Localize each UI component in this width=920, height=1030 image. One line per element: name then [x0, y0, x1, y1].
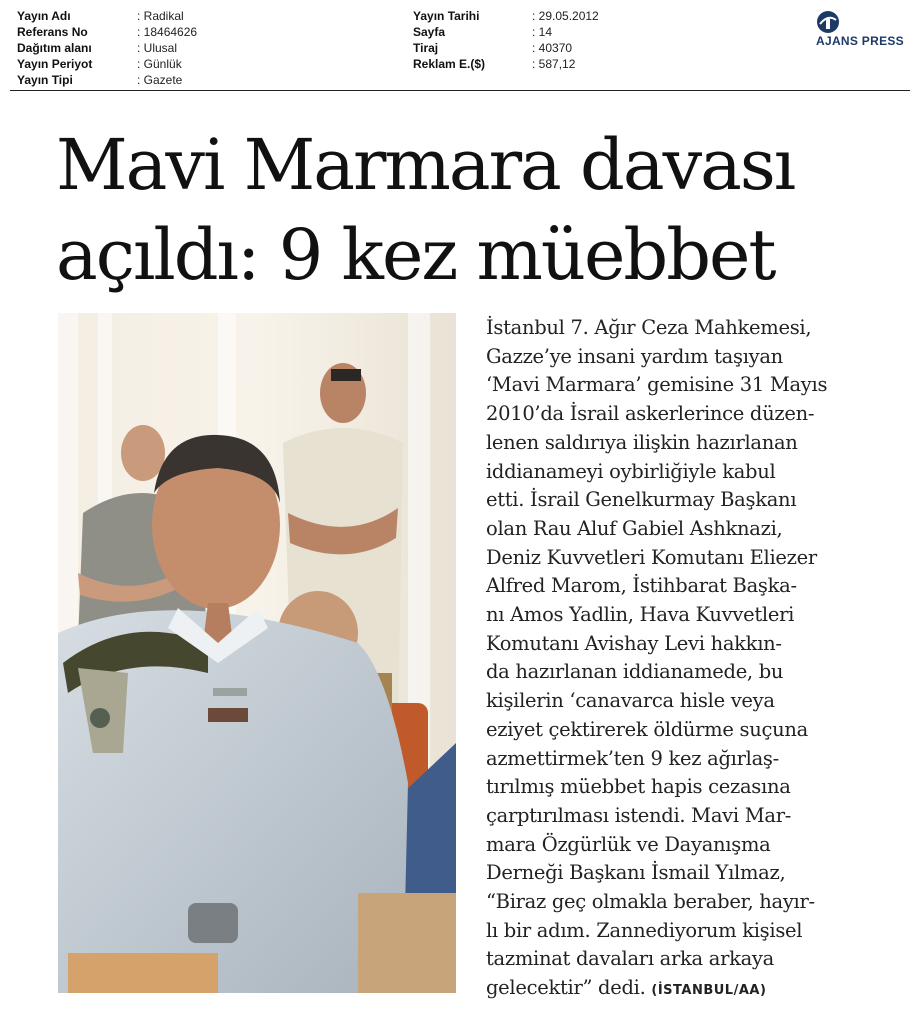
headline-line: açıldı: 9 kez müebbet [56, 214, 775, 296]
meta-value: : 40370 [532, 41, 573, 55]
body-line-last [486, 974, 910, 1006]
body-line: olan Rau Aluf Gabiel Ashknazi, [486, 516, 783, 540]
body-line: da hazırlanan iddianamede, bu [486, 660, 784, 684]
body-line: İstanbul 7. Ağır Ceza Mahkemesi, [486, 316, 812, 339]
meta-value: : Ulusal [137, 41, 178, 55]
source-credit: (İSTANBUL/AA) [651, 983, 767, 999]
meta-value: : Gazete [137, 73, 183, 87]
meta-value: : Günlük [137, 57, 182, 71]
body-last-text: gelecektir” dedi. [486, 976, 646, 1000]
body-line: Gazze’ye insani yardım taşıyan [486, 344, 783, 368]
metadata-left [17, 8, 197, 88]
body-line: mara Özgürlük ve Dayanışma [486, 832, 771, 856]
meta-label: Tiraj [413, 41, 439, 55]
body-line: Komutanı Avishay Levi hakkın- [486, 631, 782, 655]
body-line: tazminat davaları arka arkaya [486, 947, 774, 971]
meta-value: : 14 [532, 25, 553, 39]
meta-row [413, 8, 599, 24]
meta-row [17, 24, 197, 40]
body-line: eziyet çektirerek öldürme suçuna [486, 717, 808, 741]
meta-label: Yayın Tarihi [413, 9, 480, 23]
meta-value: : Radikal [137, 9, 184, 23]
meta-value: : 587,12 [532, 57, 576, 71]
logo-text: AJANS PRESS [816, 34, 904, 48]
body-line: iddianameyi oybirliğiyle kabul [486, 459, 776, 483]
body-line: lenen saldırıya ilişkin hazırlanan [486, 430, 798, 454]
body-line: ‘Mavi Marmara’ gemisine 31 Mayıs [486, 373, 828, 397]
body-line: azmettirmek’ten 9 kez ağırlaş- [486, 746, 779, 770]
meta-label: Sayfa [413, 25, 446, 39]
body-line: tırılmış müebbet hapis cezasına [486, 775, 791, 799]
meta-row [413, 56, 599, 72]
meta-row [413, 40, 599, 56]
article-photo [58, 313, 456, 993]
body-line: çarptırılması istendi. Mavi Mar- [486, 803, 792, 827]
ajans-press-logo [810, 10, 914, 50]
meta-label: Reklam E.($) [413, 57, 486, 71]
article-body [486, 314, 910, 1006]
body-line: lı bir adım. Zannediyorum kişisel [486, 918, 803, 942]
meta-row [17, 56, 197, 72]
meta-row [17, 8, 197, 24]
body-line: nı Amos Yadlin, Hava Kuvvetleri [486, 603, 795, 627]
header-divider [10, 90, 910, 91]
meta-label: Yayın Periyot [17, 57, 93, 71]
meta-label: Yayın Tipi [17, 73, 73, 87]
meta-row [17, 40, 197, 56]
body-line: Deniz Kuvvetleri Komutanı Eliezer [486, 545, 817, 569]
metadata-right [413, 8, 599, 72]
meta-row [413, 24, 599, 40]
meta-label: Dağıtım alanı [17, 41, 92, 55]
body-line: 2010’da İsrail askerlerince düzen- [486, 402, 815, 426]
body-line: Alfred Marom, İstihbarat Başka- [486, 574, 797, 598]
meta-label: Yayın Adı [17, 9, 71, 23]
meta-row [17, 72, 197, 88]
photo-military-officer-seated-icon [58, 313, 456, 993]
meta-label: Referans No [17, 25, 88, 39]
body-line: Derneği Başkanı İsmail Yılmaz, [486, 861, 786, 885]
headline-line: Mavi Marmara davası [56, 124, 795, 206]
meta-value: : 18464626 [137, 25, 198, 39]
ajans-press-logo-icon [816, 10, 840, 34]
meta-value: : 29.05.2012 [532, 9, 599, 23]
body-line: “Biraz geç olmakla beraber, hayır- [486, 890, 815, 914]
article-headline [56, 120, 906, 300]
body-line: kişilerin ‘canavarca hisle veya [486, 689, 775, 713]
body-line: etti. İsrail Genelkurmay Başkanı [486, 488, 797, 512]
